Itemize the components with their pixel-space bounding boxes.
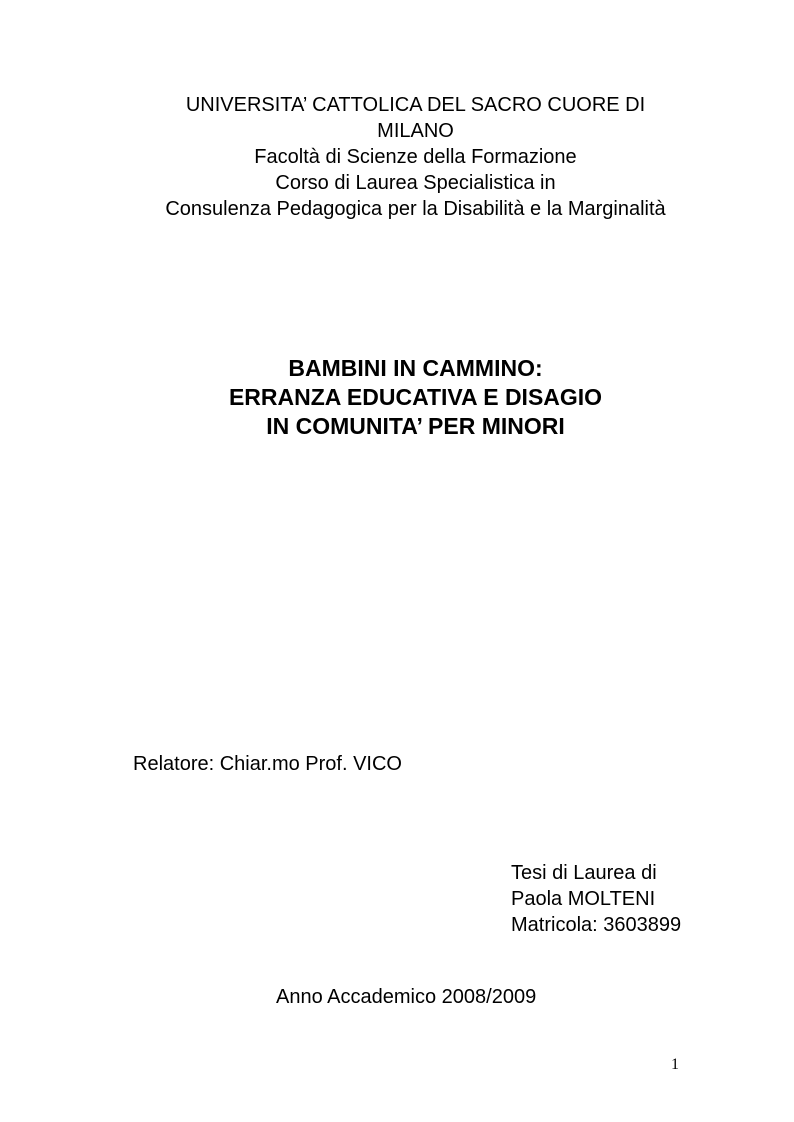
thesis-title-line: IN COMUNITA’ PER MINORI (266, 413, 565, 439)
faculty-line: Facoltà di Scienze della Formazione (254, 146, 577, 168)
author-block (511, 860, 681, 938)
thesis-title (100, 354, 731, 441)
degree-specialization-line: Consulenza Pedagogica per la Disabilità e la Marginalità (165, 198, 666, 220)
thesis-by-line: Tesi di Laurea di (511, 862, 657, 884)
degree-course-line: Corso di Laurea Specialistica in (275, 172, 556, 194)
university-city-line: MILANO (377, 120, 454, 142)
university-name-line: UNIVERSITA’ CATTOLICA DEL SACRO CUORE DI (185, 94, 646, 116)
thesis-title-line: BAMBINI IN CAMMINO: (288, 355, 543, 381)
thesis-title-line: ERRANZA EDUCATIVA E DISAGIO (228, 384, 603, 410)
supervisor-line: Relatore: Chiar.mo Prof. VICO (133, 753, 402, 775)
author-name: Paola MOLTENI (511, 888, 656, 910)
student-id: Matricola: 3603899 (511, 914, 682, 936)
academic-year: Anno Accademico 2008/2009 (276, 986, 537, 1008)
university-header (60, 92, 771, 222)
page-number: 1 (671, 1056, 679, 1073)
